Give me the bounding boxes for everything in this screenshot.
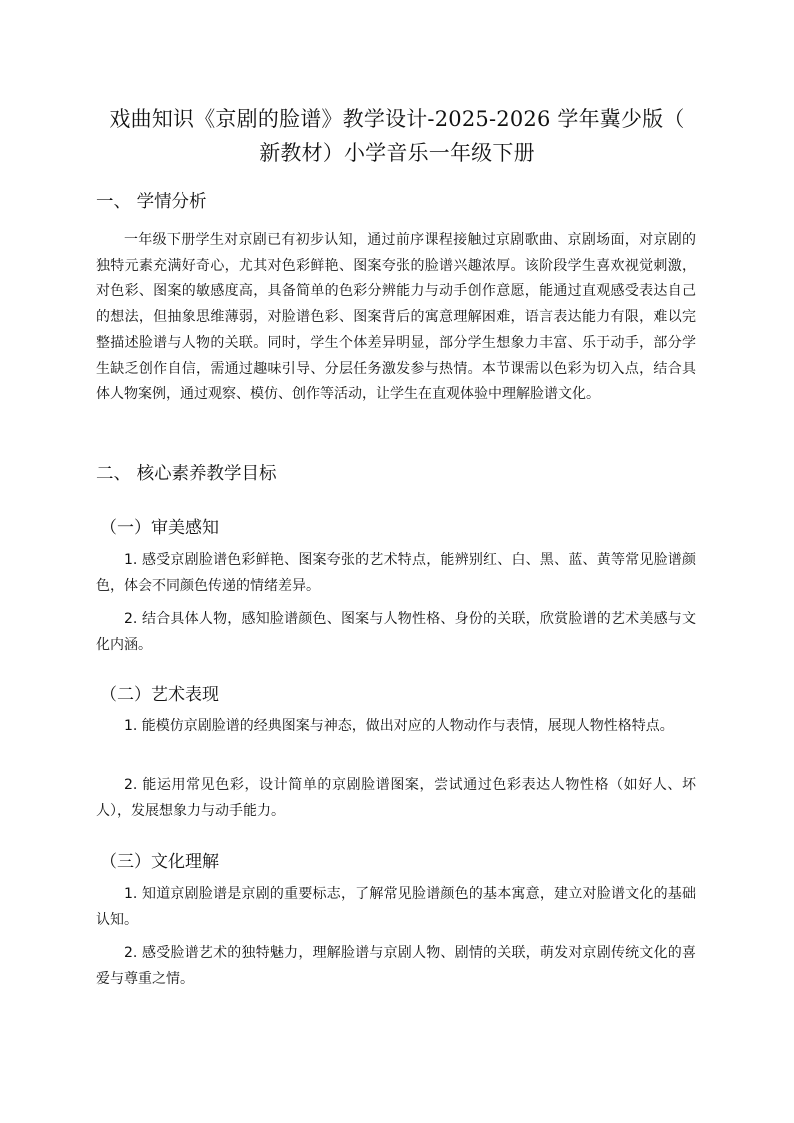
subsection-heading-cultural-understanding: （三）文化理解: [100, 852, 219, 872]
artistic-expression-item-1: 1. 能模仿京剧脸谱的经典图案与神态，做出对应的人物动作与表情，展现人物性格特点。: [124, 718, 674, 734]
document-title-line-1: 戏曲知识《京剧的脸谱》教学设计-2025-2026 学年冀少版（: [109, 107, 685, 131]
section-heading-learner-analysis: 一、 学情分析: [96, 192, 207, 212]
artistic-expression-item-2: 2. 能运用常见色彩，设计简单的京剧脸谱图案，尝试通过色彩表达人物性格（如好人、坏人），发展想象力与动手能力。: [96, 777, 696, 819]
subsection-heading-artistic-expression: （二）艺术表现: [100, 685, 219, 705]
document-title-line-2: 新教材）小学音乐一年级下册: [259, 141, 535, 165]
learner-analysis-paragraph: 一年级下册学生对京剧已有初步认知，通过前序课程接触过京剧歌曲、京剧场面，对京剧的独特元素充满好奇心，尤其对色彩鲜艳、图案夸张的脸谱兴趣浓厚。该阶段学生喜欢视觉刺激，对色彩、图案的敏感度高，具备简单的色彩分辨能力与动手创作意愿，能通过直观感受表达自己的想法，但抽象思维薄弱，对脸谱色彩、图案背后的寓意理解困难，语言表达能力有限，难以完整描述脸谱与人物的关联。同时，学生个体差异明显，部分学生想象力丰富、乐于动手，部分学生缺乏创作自信，需通过趣味引导、分层任务激发参与热情。本节课需以色彩为切入点，结合具体人物案例，通过观察、模仿、创作等活动，让学生在直观体验中理解脸谱文化。: [96, 232, 696, 403]
section-heading-core-literacy-goals: 二、 核心素养教学目标: [96, 464, 277, 484]
cultural-understanding-item-2: 2. 感受脸谱艺术的独特魅力，理解脸谱与京剧人物、剧情的关联，萌发对京剧传统文化的喜爱与尊重之情。: [96, 945, 696, 987]
cultural-understanding-item-1: 1. 知道京剧脸谱是京剧的重要标志，了解常见脸谱颜色的基本寓意，建立对脸谱文化的基础认知。: [96, 886, 696, 928]
aesthetic-perception-item-1: 1. 感受京剧脸谱色彩鲜艳、图案夸张的艺术特点，能辨别红、白、黑、蓝、黄等常见脸谱颜色，体会不同颜色传递的情绪差异。: [96, 552, 696, 594]
subsection-heading-aesthetic-perception: （一）审美感知: [100, 518, 219, 538]
document-title: [96, 102, 698, 170]
aesthetic-perception-item-2: 2. 结合具体人物，感知脸谱颜色、图案与人物性格、身份的关联，欣赏脸谱的艺术美感与文化内涵。: [96, 611, 696, 653]
